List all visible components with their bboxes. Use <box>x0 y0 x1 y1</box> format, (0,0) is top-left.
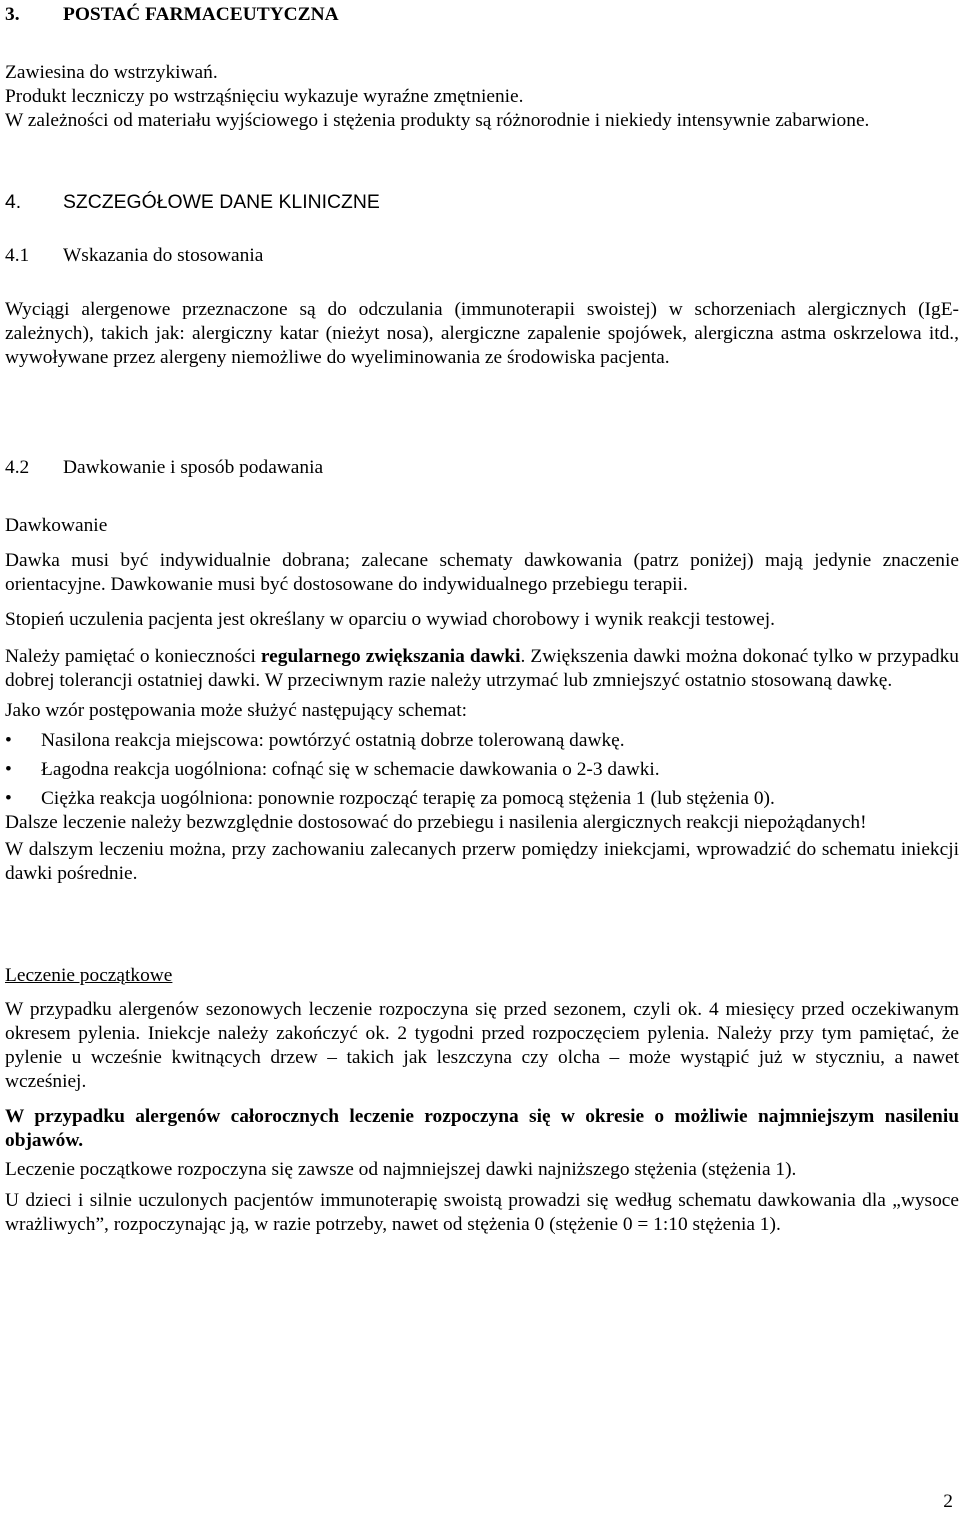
bold-text: regularnego zwiększania dawki <box>260 646 521 667</box>
section-title: Wskazania do stosowania <box>63 245 264 266</box>
list-item-text: Nasilona reakcja miejscowa: powtórzyć ostatnią dobrze tolerowaną dawkę. <box>41 730 625 751</box>
paragraph: Jako wzór postępowania może służyć następujący schemat: <box>5 700 467 721</box>
paragraph: Stopień uczulenia pacjenta jest określany w oparciu o wywiad chorobowy i wynik reakcji testowej. <box>5 609 776 630</box>
subheading-initial-treatment: Leczenie początkowe <box>5 965 173 986</box>
list-item <box>5 729 959 753</box>
paragraph: Dalsze leczenie należy bezwzględnie dostosować do przebiegu i nasilenia alergicznych reakcji niepożądanych! <box>5 812 867 833</box>
paragraph: W dalszym leczeniu można, przy zachowaniu zalecanych przerw pomiędzy iniekcjami, wprowadzić do schematu iniekcji dawki pośrednie. <box>5 839 959 884</box>
paragraph: W zależności od materiału wyjściowego i stężenia produkty są różnorodnie i niekiedy intensywnie zabarwione. <box>5 110 870 131</box>
paragraph: Wyciągi alergenowe przeznaczone są do odczulania (immunoterapii swoistej) w schorzeniach alergicznych (IgE-zależnych), takich jak: alergiczny katar (nieżyt nosa), alergiczne zapalenie spojówek, alergiczna astma oskrzelowa itd., wywoływane przez alergeny niemożliwe do wyeliminowania ze środowiska pacjenta. <box>5 299 959 368</box>
section-title: POSTAĆ FARMACEUTYCZNA <box>63 4 339 25</box>
section-4-2-body <box>5 549 959 886</box>
section-number: 4. <box>5 191 22 213</box>
section-number: 4.1 <box>5 245 30 266</box>
bullet-icon: • <box>5 759 12 780</box>
list-item-text: Łagodna reakcja uogólniona: cofnąć się w schemacie dawkowania o 2-3 dawki. <box>41 759 660 780</box>
paragraph: Dawka musi być indywidualnie dobrana; zalecane schematy dawkowania (patrz poniżej) mają jedynie znaczenie orientacyjne. Dawkowanie musi być dostosowane do indywidualnego przebiegu terapii. <box>5 550 959 595</box>
paragraph: U dzieci i silnie uczulonych pacjentów immunoterapię swoistą prowadzi się według schematu dawkowania dla „wysoce wrażliwych”, rozpoczynając ją, w razie potrzeby, nawet od stężenia 0 (stężenie 0 = 1:10 stężenia 1). <box>5 1190 959 1235</box>
page-number: 2 <box>943 1491 953 1512</box>
paragraph: Leczenie początkowe rozpoczyna się zawsze od najmniejszej dawki najniższego stężenia (stężenia 1). <box>5 1159 797 1180</box>
initial-treatment <box>5 964 959 1237</box>
paragraph-dose-increase <box>5 645 959 693</box>
bullet-icon: • <box>5 730 12 751</box>
text: . Zwiększenia dawki można dokonać tylko w przypadku dobrej tolerancji ostatniej dawki. W przeciwnym razie należy utrzymać lub zmniejszyć ostatnio stosowaną dawkę. <box>5 646 959 691</box>
bold-paragraph: W przypadku alergenów całorocznych leczenie rozpoczyna się w okresie o możliwie najmniejszym nasileniu objawów. <box>5 1106 959 1151</box>
list-item <box>5 758 959 782</box>
subheading: Dawkowanie <box>5 515 108 536</box>
paragraph: W przypadku alergenów sezonowych leczenie rozpoczyna się przed sezonem, czyli ok. 4 miesięcy przed oczekiwanym okresem pylenia. Iniekcje należy zakończyć ok. 2 tygodni przed rozpoczęciem pylenia. Należy przy tym pamiętać, że pylenie u wcześnie kwitnących drzew – takich jak leszczyna czy olcha – może wystąpić już w styczniu, a nawet wcześniej. <box>5 999 959 1092</box>
text: Należy pamiętać o konieczności <box>5 646 261 667</box>
paragraph: Zawiesina do wstrzykiwań. <box>5 62 218 83</box>
bullet-icon: • <box>5 788 12 809</box>
section-title: SZCZEGÓŁOWE DANE KLINICZNE <box>63 191 380 213</box>
section-number: 4.2 <box>5 457 30 478</box>
section-number: 3. <box>5 4 20 25</box>
list-item <box>5 787 959 811</box>
list-item-text: Ciężka reakcja uogólniona: ponownie rozpocząć terapię za pomocą stężenia 1 (lub stężenia 0). <box>41 788 775 809</box>
section-3-body <box>5 61 959 133</box>
section-4-1-body <box>5 298 959 370</box>
section-title: Dawkowanie i sposób podawania <box>63 457 324 478</box>
section-4-heading <box>5 190 959 214</box>
bullet-list <box>5 729 959 811</box>
section-4-2-heading <box>5 456 959 480</box>
section-3-heading <box>5 3 959 27</box>
subheading-dawkowanie <box>5 514 959 538</box>
paragraph: Produkt leczniczy po wstrząśnięciu wykazuje wyraźne zmętnienie. <box>5 86 524 107</box>
section-4-1-heading <box>5 244 959 268</box>
